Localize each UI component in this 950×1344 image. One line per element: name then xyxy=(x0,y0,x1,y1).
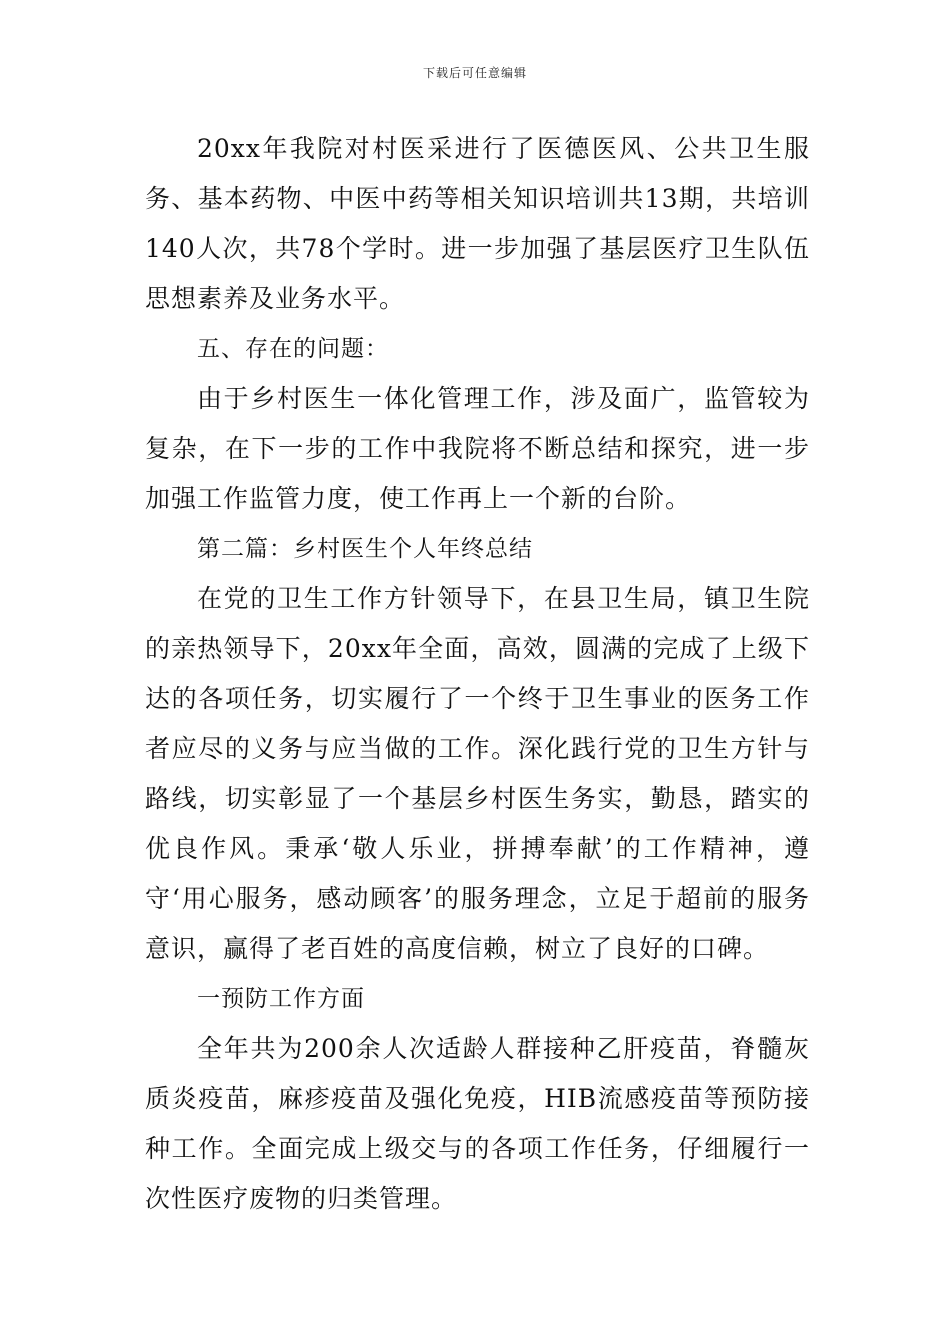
paragraph-training-summary: 20xx年我院对村医采进行了医德医风、公共卫生服务、基本药物、中医中药等相关知识培训共13期，共培训140人次，共78个学时。进一步加强了基层医疗卫生队伍思想素养及业务水平。 xyxy=(145,134,810,313)
paragraph-problems: 由于乡村医生一体化管理工作，涉及面广，监管较为复杂，在下一步的工作中我院将不断总结和探究，进一步加强工作监管力度，使工作再上一个新的台阶。 xyxy=(145,384,810,513)
document-body xyxy=(145,124,810,1224)
section-heading-part-two: 第二篇：乡村医生个人年终总结 xyxy=(197,536,533,562)
paragraph-annual-summary: 在党的卫生工作方针领导下，在县卫生局，镇卫生院的亲热领导下，20xx年全面，高效，圆满的完成了上级下达的各项任务，切实履行了一个终于卫生事业的医务工作者应尽的义务与应当做的工作。深化践行党的卫生方针与路线，切实彰显了一个基层乡村医生务实，勤恳，踏实的优良作风。秉承‘敬人乐业，拼搏奉献’的工作精神，遵守‘用心服务，感动顾客’的服务理念，立足于超前的服务意识，赢得了老百姓的高度信赖，树立了良好的口碑。 xyxy=(145,584,810,963)
section-heading-prevention: 一预防工作方面 xyxy=(197,986,365,1012)
page-header-note: 下载后可任意编辑 xyxy=(422,66,527,80)
section-heading-problems: 五、存在的问题： xyxy=(197,336,389,362)
paragraph-prevention: 全年共为200余人次适龄人群接种乙肝疫苗，脊髓灰质炎疫苗，麻疹疫苗及强化免疫，HIB流感疫苗等预防接种工作。全面完成上级交与的各项工作任务，仔细履行一次性医疗废物的归类管理。 xyxy=(145,1034,810,1213)
